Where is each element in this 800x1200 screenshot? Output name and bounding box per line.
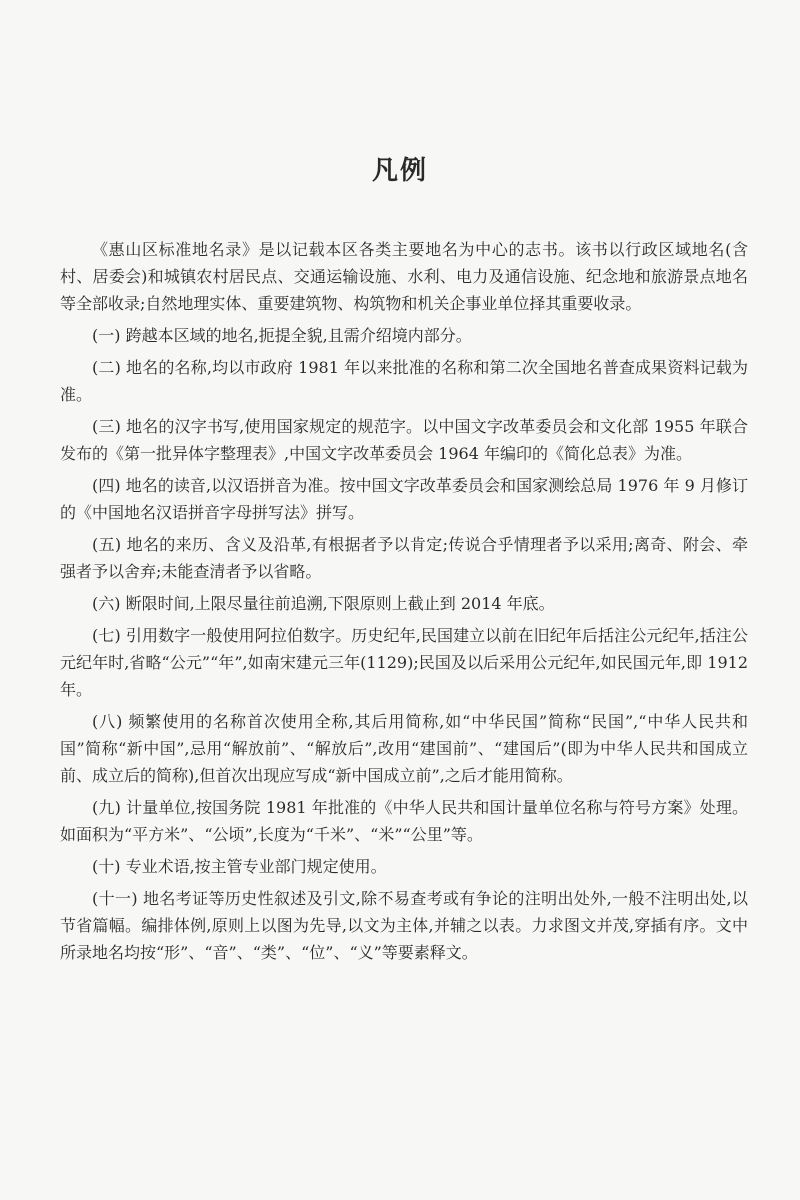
paragraph-rule-2: (二) 地名的名称,均以市政府 1981 年以来批准的名称和第二次全国地名普查成果资料记载为准。 — [60, 358, 748, 404]
paragraph-rule-5: (五) 地名的来历、含义及沿革,有根据者予以肯定;传说合乎情理者予以采用;离奇、附会、牵强者予以舍弃;未能查清者予以省略。 — [60, 535, 748, 581]
paragraph-rule-10: (十) 专业术语,按主管专业部门规定使用。 — [92, 857, 387, 876]
paragraph-rule-8: (八) 频繁使用的名称首次使用全称,其后用简称,如“中华民国”简称“民国”,“中华人民共和国”简称“新中国”,忌用“解放前”、“解放后”,改用“建国前”、“建国后”(即为中华人民共和国成立前、成立后的简称),但首次出现应写成“新中国成立前”,之后才能用简称。 — [60, 712, 748, 785]
paragraph-rule-7: (七) 引用数字一般使用阿拉伯数字。历史纪年,民国建立以前在旧纪年后括注公元纪年,括注公元纪年时,省略“公元”“年”,如南宋建元三年(1129);民国及以后采用公元纪年,如民国元年,即 1912 年。 — [60, 626, 748, 699]
paragraph-rule-3: (三) 地名的汉字书写,使用国家规定的规范字。以中国文字改革委员会和文化部 1955 年联合发布的《第一批异体字整理表》,中国文字改革委员会 1964 年编印的《简化总表》为准。 — [60, 417, 748, 463]
document-body — [60, 236, 748, 971]
paragraph-intro: 《惠山区标准地名录》是以记载本区各类主要地名为中心的志书。该书以行政区域地名(含村、居委会)和城镇农村居民点、交通运输设施、水利、电力及通信设施、纪念地和旅游景点地名等全部收录;自然地理实体、重要建筑物、构筑物和机关企事业单位择其重要收录。 — [60, 240, 748, 313]
paragraph-rule-1: (一) 跨越本区域的地名,扼提全貌,且需介绍境内部分。 — [92, 326, 472, 345]
paragraph-rule-11: (十一) 地名考证等历史性叙述及引文,除不易查考或有争论的注明出处外,一般不注明出处,以节省篇幅。编排体例,原则上以图为先导,以文为主体,并辅之以表。力求图文并茂,穿插有序。文中所录地名均按“形”、“音”、“类”、“位”、“义”等要素释文。 — [60, 889, 748, 962]
paragraph-rule-6: (六) 断限时间,上限尽量往前追溯,下限原则上截止到 2014 年底。 — [92, 594, 555, 613]
page-title: 凡例 — [371, 156, 428, 186]
paragraph-rule-9: (九) 计量单位,按国务院 1981 年批准的《中华人民共和国计量单位名称与符号方案》处理。如面积为“平方米”、“公顷”,长度为“千米”、“米”“公里”等。 — [60, 798, 748, 844]
paragraph-rule-4: (四) 地名的读音,以汉语拼音为准。按中国文字改革委员会和国家测绘总局 1976 年 9 月修订的《中国地名汉语拼音字母拼写法》拼写。 — [60, 476, 748, 522]
